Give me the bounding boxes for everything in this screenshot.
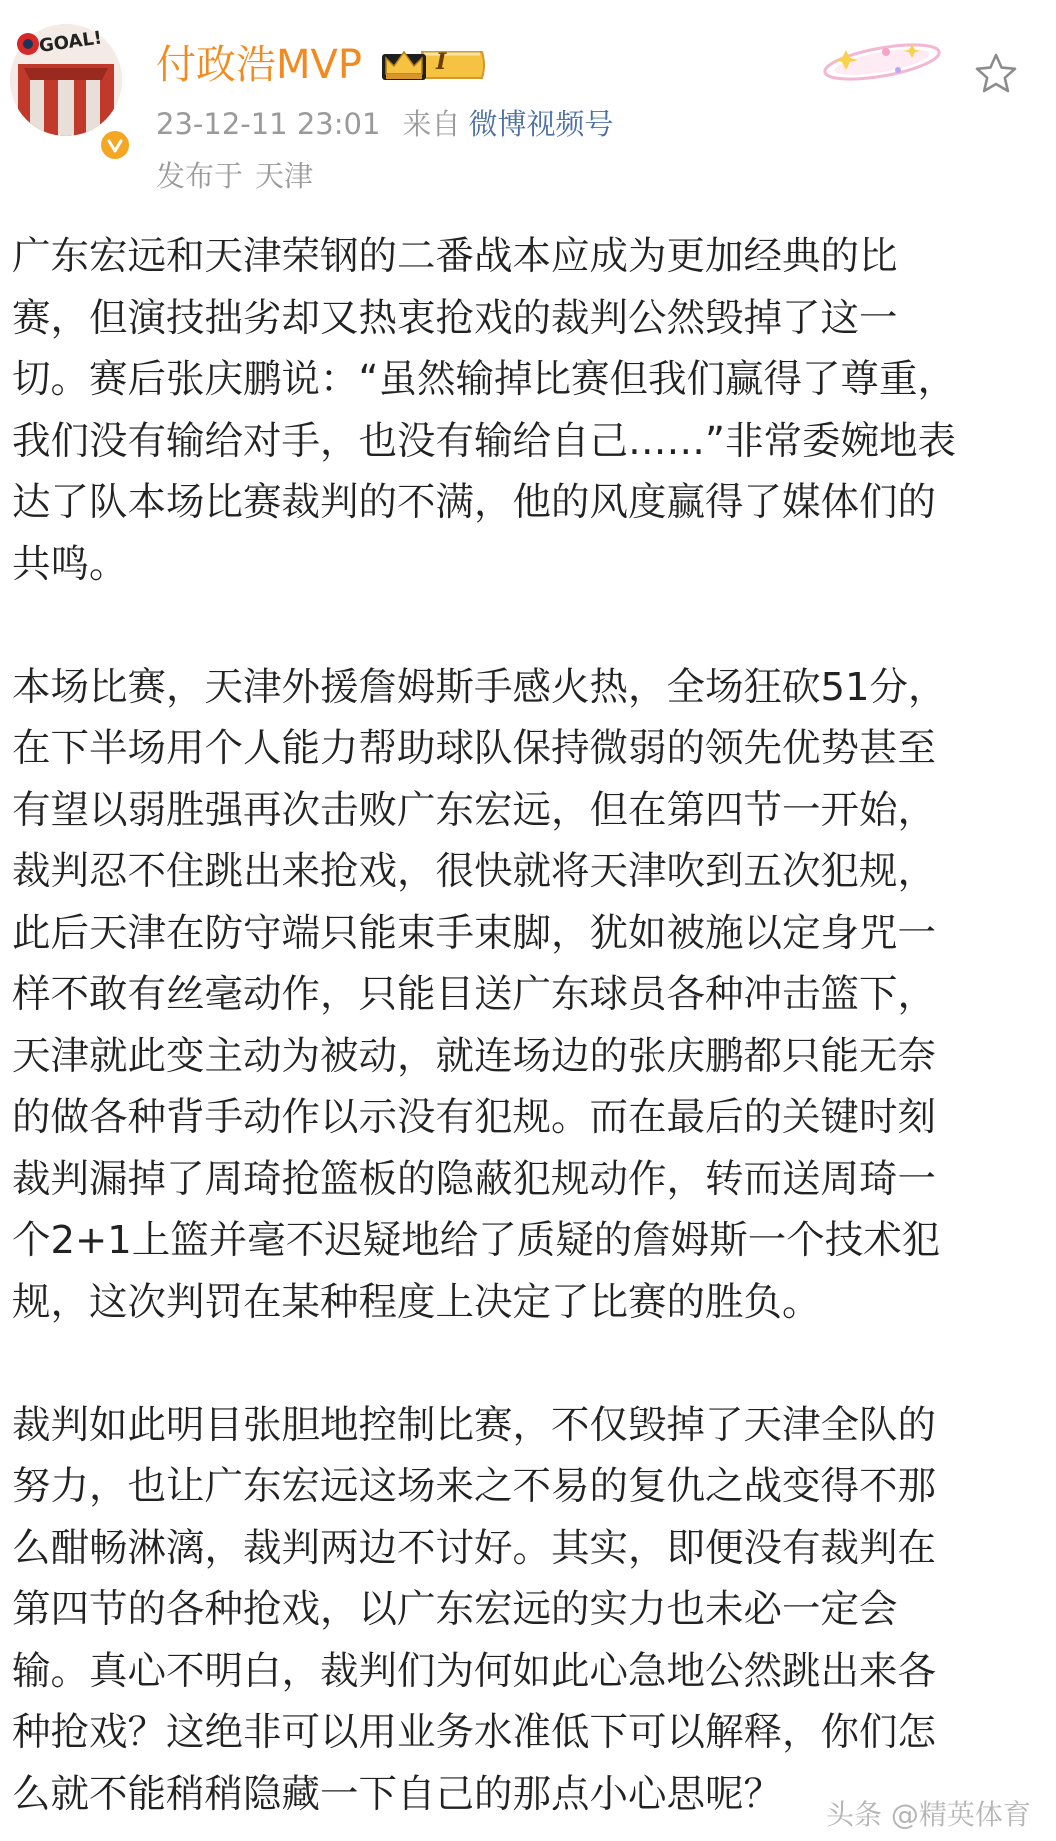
text-line: 么就不能稍稍隐藏一下自己的那点小心思呢？ (12, 1771, 783, 1817)
post-meta (156, 106, 613, 142)
text-line: 输。真心不明白，裁判们为何如此心急地公然跳出来各 (12, 1648, 937, 1694)
avatar-image (10, 24, 122, 136)
text-line: 规，这次判罚在某种程度上决定了比赛的胜负。 (12, 1279, 821, 1325)
text-line: 样不敢有丝毫动作，只能目送广东球员各种冲击篮下， (12, 972, 937, 1017)
text-line: 此后天津在防守端只能束手束脚，犹如被施以定身咒一 (12, 910, 937, 956)
text-line: 么酣畅淋漓，裁判两边不讨好。其实，即便没有裁判在 (12, 1525, 937, 1571)
text-line: 努力，也让广东宏远这场来之不易的复仇之战变得不那 (12, 1464, 937, 1509)
source-label: 来自 (402, 107, 461, 141)
text-line: 天津就此变主动为被动，就连场边的张庆鹏都只能无奈 (12, 1033, 937, 1079)
text-line: 裁判漏掉了周琦抢篮板的隐蔽犯规动作，转而送周琦一 (12, 1156, 937, 1202)
crown-icon (378, 44, 486, 86)
vip-level-label: I (436, 49, 447, 75)
text-line: 在下半场用个人能力帮助球队保持微弱的领先优势甚至 (12, 726, 937, 771)
paragraph-gap (12, 1333, 1022, 1395)
verified-badge-icon (98, 128, 132, 162)
svg-text:GOAL!: GOAL! (37, 27, 104, 57)
text-line: 有望以弱胜强再次击败广东宏远，但在第四节一开始， (12, 787, 937, 833)
source-watermark: 头条 @精英体育 (826, 1798, 1031, 1831)
avatar[interactable] (10, 24, 122, 136)
text-line: 切。赛后张庆鹏说：“虽然输掉比赛但我们赢得了尊重， (12, 357, 956, 402)
decorative-card-sticker (816, 30, 944, 88)
paragraph-3 (12, 1395, 1022, 1826)
paragraph-gap (12, 595, 1022, 657)
text-line: 我们没有输给对手，也没有输给自己……”非常委婉地表 (12, 418, 956, 464)
star-outline-icon[interactable] (972, 50, 1020, 98)
text-line: 本场比赛，天津外援詹姆斯手感火热，全场狂砍51分， (12, 664, 947, 710)
user-name[interactable]: 付政浩MVP (156, 42, 362, 88)
text-line: 赛，但演技拙劣却又热衷抢戏的裁判公然毁掉了这一 (12, 295, 898, 341)
text-line: 个2+1上篮并毫不迟疑地给了质疑的詹姆斯一个技术犯 (12, 1218, 941, 1263)
vip-level-badge[interactable] (378, 44, 486, 86)
text-line: 达了队本场比赛裁判的不满，他的风度赢得了媒体们的 (12, 480, 937, 525)
text-line: 广东宏远和天津荣钢的二番战本应成为更加经典的比 (12, 234, 898, 279)
text-line: 种抢戏？这绝非可以用业务水准低下可以解释，你们怎 (12, 1710, 937, 1755)
paragraph-1 (12, 226, 1022, 595)
text-line: 共鸣。 (12, 541, 128, 587)
post-header (0, 0, 1056, 193)
post-location (156, 158, 313, 194)
text-line: 第四节的各种抢戏，以广东宏远的实力也未必一定会 (12, 1587, 898, 1632)
source-link[interactable]: 微博视频号 (468, 107, 614, 141)
location-label: 发布于 (156, 159, 244, 193)
text-line: 裁判忍不住跳出来抢戏，很快就将天津吹到五次犯规， (12, 849, 937, 894)
text-line: 的做各种背手动作以示没有犯规。而在最后的关键时刻 (12, 1095, 937, 1140)
text-line: 裁判如此明目张胆地控制比赛，不仅毁掉了天津全队的 (12, 1402, 937, 1448)
post-body (12, 226, 1022, 1825)
paragraph-2 (12, 657, 1022, 1334)
post-timestamp: 23-12-11 23:01 (156, 107, 381, 141)
location-value: 天津 (255, 159, 314, 193)
